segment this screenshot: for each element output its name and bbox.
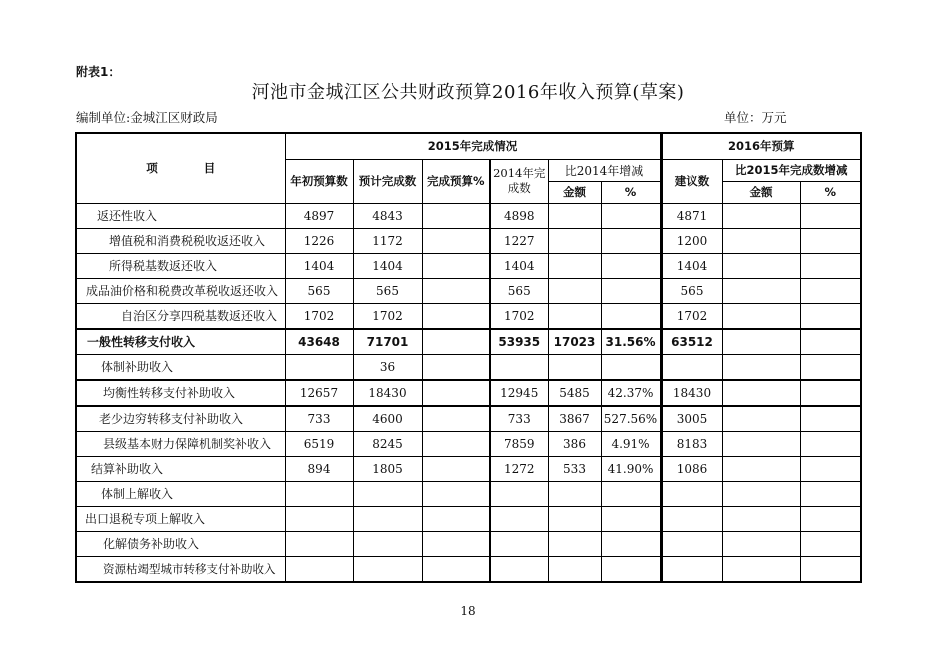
cell-pct: 41.90% (601, 456, 661, 481)
cell-amount-2016 (722, 303, 800, 329)
cell-amount-2016 (722, 431, 800, 456)
cell-proposed: 18430 (661, 380, 722, 406)
cell-pct-2016 (800, 380, 861, 406)
header-completion-pct: 完成预算% (422, 159, 490, 203)
cell-initial-budget: 565 (285, 278, 353, 303)
header-vs-2014: 比2014年增减 (548, 159, 661, 181)
table-row (76, 481, 861, 506)
cell-pct (601, 228, 661, 253)
compiling-unit: 编制单位:金城江区财政局 (76, 110, 218, 125)
table-row (76, 228, 861, 253)
cell-expected-completion: 71701 (353, 329, 422, 355)
header-amount: 金额 (548, 181, 601, 203)
header-expected-completion: 预计完成数 (353, 159, 422, 203)
cell-initial-budget (285, 556, 353, 582)
cell-initial-budget (285, 506, 353, 531)
cell-expected-completion (353, 506, 422, 531)
cell-amount-2016 (722, 278, 800, 303)
cell-pct-2016 (800, 556, 861, 582)
cell-amount: 17023 (548, 329, 601, 355)
header-pct: % (601, 181, 661, 203)
cell-proposed: 1086 (661, 456, 722, 481)
cell-pct: 527.56% (601, 406, 661, 432)
cell-expected-completion: 1404 (353, 253, 422, 278)
cell-pct-2016 (800, 203, 861, 228)
cell-completed-2014: 53935 (490, 329, 548, 355)
header-item: 项 目 (76, 133, 285, 203)
cell-completed-2014 (490, 531, 548, 556)
cell-initial-budget: 733 (285, 406, 353, 432)
cell-pct (601, 506, 661, 531)
cell-completion-pct (422, 531, 490, 556)
cell-proposed: 565 (661, 278, 722, 303)
table-row (76, 380, 861, 406)
cell-proposed: 4871 (661, 203, 722, 228)
cell-expected-completion: 1172 (353, 228, 422, 253)
cell-initial-budget: 894 (285, 456, 353, 481)
table-row (76, 531, 861, 556)
cell-amount (548, 531, 601, 556)
cell-expected-completion: 1805 (353, 456, 422, 481)
header-initial-budget: 年初预算数 (285, 159, 353, 203)
cell-proposed: 8183 (661, 431, 722, 456)
table-row (76, 556, 861, 582)
cell-pct (601, 203, 661, 228)
header-amount-2016: 金额 (722, 181, 800, 203)
cell-initial-budget: 6519 (285, 431, 353, 456)
cell-pct-2016 (800, 531, 861, 556)
cell-amount (548, 203, 601, 228)
header-group-2016: 2016年预算 (661, 133, 861, 159)
row-item: 化解债务补助收入 (76, 531, 285, 556)
cell-completed-2014 (490, 506, 548, 531)
cell-initial-budget: 1702 (285, 303, 353, 329)
cell-proposed: 1702 (661, 303, 722, 329)
table-row (76, 354, 861, 380)
cell-pct-2016 (800, 431, 861, 456)
cell-pct (601, 531, 661, 556)
cell-pct-2016 (800, 228, 861, 253)
cell-pct: 31.56% (601, 329, 661, 355)
header-vs-2015: 比2015年完成数增减 (722, 159, 861, 181)
cell-expected-completion: 565 (353, 278, 422, 303)
attachment-label: 附表1： (76, 65, 121, 79)
cell-pct-2016 (800, 278, 861, 303)
header-pct-2016: % (800, 181, 861, 203)
cell-pct-2016 (800, 506, 861, 531)
table-row-subtotal (76, 329, 861, 355)
row-item: 老少边穷转移支付补助收入 (76, 406, 285, 432)
row-item: 所得税基数返还收入 (76, 253, 285, 278)
cell-completion-pct (422, 203, 490, 228)
cell-pct (601, 253, 661, 278)
cell-completed-2014: 1227 (490, 228, 548, 253)
cell-pct: 42.37% (601, 380, 661, 406)
cell-amount-2016 (722, 456, 800, 481)
cell-amount: 5485 (548, 380, 601, 406)
cell-expected-completion (353, 531, 422, 556)
cell-initial-budget (285, 531, 353, 556)
cell-expected-completion: 4600 (353, 406, 422, 432)
budget-table (75, 132, 862, 583)
cell-proposed (661, 556, 722, 582)
cell-completion-pct (422, 228, 490, 253)
cell-proposed: 3005 (661, 406, 722, 432)
cell-pct (601, 481, 661, 506)
document-title-text: 河池市金城江区公共财政预算2016年收入预算(草案) (251, 82, 685, 103)
cell-pct (601, 556, 661, 582)
cell-proposed (661, 354, 722, 380)
cell-amount (548, 278, 601, 303)
cell-amount (548, 354, 601, 380)
cell-completion-pct (422, 253, 490, 278)
cell-amount-2016 (722, 506, 800, 531)
cell-expected-completion: 18430 (353, 380, 422, 406)
header-completed-2014: 2014年完成数 (490, 159, 548, 203)
cell-amount-2016 (722, 556, 800, 582)
cell-completion-pct (422, 556, 490, 582)
cell-completed-2014: 7859 (490, 431, 548, 456)
cell-proposed: 1200 (661, 228, 722, 253)
cell-initial-budget: 1226 (285, 228, 353, 253)
cell-amount-2016 (722, 228, 800, 253)
cell-completion-pct (422, 506, 490, 531)
table-row (76, 303, 861, 329)
table-row (76, 431, 861, 456)
table-row (76, 456, 861, 481)
cell-pct-2016 (800, 456, 861, 481)
row-item: 返还性收入 (76, 203, 285, 228)
cell-amount-2016 (722, 253, 800, 278)
cell-completed-2014: 1404 (490, 253, 548, 278)
cell-amount-2016 (722, 481, 800, 506)
cell-expected-completion: 1702 (353, 303, 422, 329)
cell-pct-2016 (800, 354, 861, 380)
cell-initial-budget (285, 481, 353, 506)
cell-initial-budget (285, 354, 353, 380)
cell-completion-pct (422, 481, 490, 506)
row-item: 体制上解收入 (76, 481, 285, 506)
row-item: 均衡性转移支付补助收入 (76, 380, 285, 406)
cell-amount: 386 (548, 431, 601, 456)
cell-pct: 4.91% (601, 431, 661, 456)
row-item: 增值税和消费税税收返还收入 (76, 228, 285, 253)
cell-amount: 533 (548, 456, 601, 481)
header-proposed: 建议数 (661, 159, 722, 203)
cell-completion-pct (422, 406, 490, 432)
cell-pct (601, 278, 661, 303)
row-item: 县级基本财力保障机制奖补收入 (76, 431, 285, 456)
cell-amount (548, 303, 601, 329)
cell-pct (601, 303, 661, 329)
cell-amount (548, 556, 601, 582)
cell-proposed (661, 506, 722, 531)
table-row (76, 253, 861, 278)
cell-completion-pct (422, 380, 490, 406)
table-row (76, 506, 861, 531)
cell-completed-2014: 1702 (490, 303, 548, 329)
cell-expected-completion (353, 481, 422, 506)
cell-completion-pct (422, 303, 490, 329)
cell-proposed: 1404 (661, 253, 722, 278)
cell-completed-2014 (490, 556, 548, 582)
cell-expected-completion (353, 556, 422, 582)
cell-completion-pct (422, 329, 490, 355)
cell-pct-2016 (800, 329, 861, 355)
cell-completed-2014: 733 (490, 406, 548, 432)
cell-proposed (661, 481, 722, 506)
cell-pct-2016 (800, 481, 861, 506)
cell-amount (548, 253, 601, 278)
cell-expected-completion: 8245 (353, 431, 422, 456)
cell-completion-pct (422, 456, 490, 481)
cell-amount-2016 (722, 329, 800, 355)
cell-completed-2014: 12945 (490, 380, 548, 406)
cell-completion-pct (422, 431, 490, 456)
row-item: 一般性转移支付收入 (76, 329, 285, 355)
cell-completed-2014: 565 (490, 278, 548, 303)
cell-initial-budget: 43648 (285, 329, 353, 355)
row-item: 出口退税专项上解收入 (76, 506, 285, 531)
row-item: 体制补助收入 (76, 354, 285, 380)
cell-completed-2014: 1272 (490, 456, 548, 481)
cell-amount: 3867 (548, 406, 601, 432)
page-number: 18 (460, 604, 476, 618)
cell-initial-budget: 1404 (285, 253, 353, 278)
row-item: 结算补助收入 (76, 456, 285, 481)
cell-proposed: 63512 (661, 329, 722, 355)
cell-amount-2016 (722, 380, 800, 406)
cell-pct-2016 (800, 253, 861, 278)
cell-completed-2014: 4898 (490, 203, 548, 228)
currency-unit: 单位：万元 (724, 110, 787, 125)
table-row (76, 278, 861, 303)
table-row (76, 203, 861, 228)
document-title (0, 78, 936, 104)
cell-expected-completion: 4843 (353, 203, 422, 228)
cell-completed-2014 (490, 481, 548, 506)
row-item: 资源枯竭型城市转移支付补助收入 (76, 556, 285, 582)
cell-completed-2014 (490, 354, 548, 380)
cell-pct-2016 (800, 303, 861, 329)
cell-initial-budget: 12657 (285, 380, 353, 406)
cell-amount-2016 (722, 406, 800, 432)
cell-expected-completion: 36 (353, 354, 422, 380)
cell-pct-2016 (800, 406, 861, 432)
row-item: 成品油价格和税费改革税收返还收入 (76, 278, 285, 303)
table-row (76, 406, 861, 432)
cell-amount (548, 506, 601, 531)
cell-amount (548, 228, 601, 253)
header-group-2015: 2015年完成情况 (285, 133, 661, 159)
cell-amount-2016 (722, 531, 800, 556)
cell-amount-2016 (722, 203, 800, 228)
cell-amount (548, 481, 601, 506)
row-item: 自治区分享四税基数返还收入 (76, 303, 285, 329)
cell-initial-budget: 4897 (285, 203, 353, 228)
cell-completion-pct (422, 278, 490, 303)
cell-amount-2016 (722, 354, 800, 380)
cell-completion-pct (422, 354, 490, 380)
cell-proposed (661, 531, 722, 556)
cell-pct (601, 354, 661, 380)
